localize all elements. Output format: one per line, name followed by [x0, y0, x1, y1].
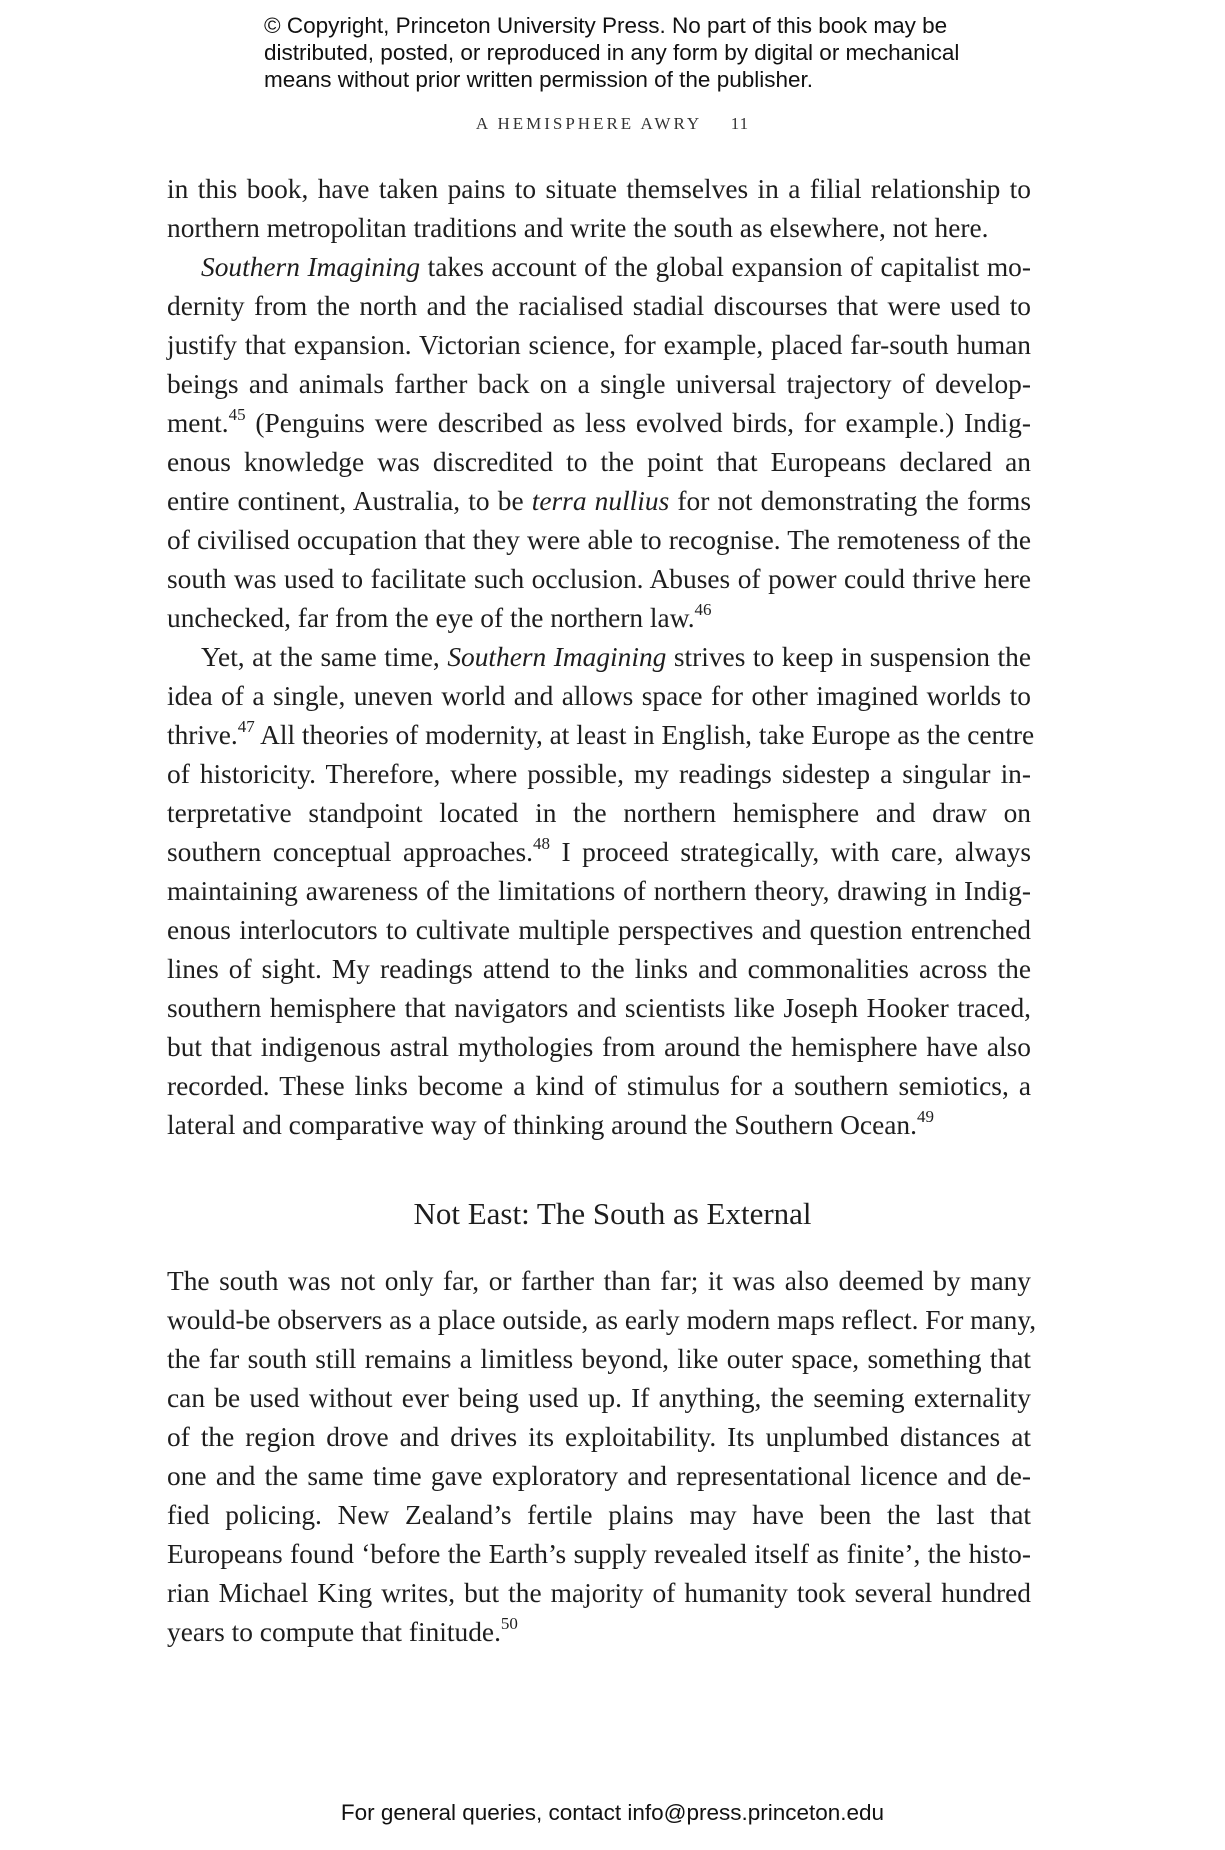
running-head: [0, 114, 1225, 134]
text-line: Yet, at the same time, Southern Imagining strives to keep in suspension the: [201, 642, 1031, 672]
text-line: beings and animals farther back on a single universal trajectory of develop-: [167, 369, 1031, 399]
text-line: ment.$^{45}$ (Penguins were described as less evolved birds, for example.) Indig-: [167, 404, 1031, 438]
text-line: recorded. These links become a kind of stimulus for a southern semiotics, a: [167, 1071, 1031, 1101]
text-line: one and the same time gave exploratory and representational licence and de-: [167, 1461, 1031, 1491]
footnote-marker: 46: [694, 599, 712, 619]
text-line: but that indigenous astral mythologies from around the hemisphere have also: [167, 1032, 1031, 1062]
text-line: south was used to facilitate such occlusion. Abuses of power could thrive here: [167, 564, 1031, 594]
footnote-marker: 45: [228, 404, 246, 424]
text-line: of historicity. Therefore, where possible, my readings sidestep a singular in-: [167, 759, 1031, 789]
text-line: the far south still remains a limitless beyond, like outer space, something that: [167, 1344, 1031, 1374]
text-line: years to compute that finitude.$^{50}$: [167, 1613, 518, 1647]
italic-title: Southern Imagining: [201, 252, 421, 282]
copyright-line: © Copyright, Princeton University Press. No part of this book may be: [264, 13, 948, 38]
footnote-marker: 50: [500, 1613, 518, 1633]
copyright-line: means without prior written permission of the publisher.: [264, 67, 814, 92]
text-line: enous knowledge was discredited to the point that Europeans declared an: [167, 447, 1031, 477]
text-line: can be used without ever being used up. If anything, the seeming externality: [167, 1383, 1031, 1413]
page-number: 11: [730, 114, 750, 133]
text-line: dernity from the north and the racialised stadial discourses that were used to: [167, 291, 1031, 321]
text-line: Southern Imagining takes account of the global expansion of capitalist mo-: [201, 252, 1031, 282]
text-line: lateral and comparative way of thinking around the Southern Ocean.$^{49}$: [167, 1106, 934, 1140]
text-line: fied policing. New Zealand’s fertile plains may have been the last that: [167, 1500, 1031, 1530]
section-heading: Not East: The South as External: [413, 1196, 812, 1231]
text-line: justify that expansion. Victorian science, for example, placed far-south human: [167, 330, 1031, 360]
text-line: southern conceptual approaches.$^{48}$ I proceed strategically, with care, always: [167, 833, 1031, 867]
footnote-marker: 47: [237, 716, 255, 736]
text-line: Europeans found ‘before the Earth’s supply revealed itself as finite’, the histo-: [167, 1539, 1031, 1569]
text-line: terpretative standpoint located in the northern hemisphere and draw on: [167, 798, 1031, 828]
text-line: maintaining awareness of the limitations of northern theory, drawing in Indig-: [167, 876, 1031, 906]
text-line: rian Michael King writes, but the majority of humanity took several hundred: [167, 1578, 1031, 1608]
footnote-marker: 48: [533, 833, 551, 853]
text-line: idea of a single, uneven world and allows space for other imagined worlds to: [167, 681, 1031, 711]
copyright-notice: [264, 12, 1024, 93]
text-line: The south was not only far, or farther than far; it was also deemed by many: [167, 1266, 1031, 1296]
text-line: southern hemisphere that navigators and scientists like Joseph Hooker traced,: [167, 993, 1031, 1023]
text-line: entire continent, Australia, to be terra nullius for not demonstrating the forms: [167, 486, 1031, 516]
text-line: lines of sight. My readings attend to the links and commonalities across the: [167, 954, 1031, 984]
text-line: thrive.$^{47}$ All theories of modernity, at least in English, take Europe as the centre: [167, 716, 1035, 750]
text-line: unchecked, far from the eye of the northern law.$^{46}$: [167, 599, 712, 633]
text-line: northern metropolitan traditions and write the south as elsewhere, not here.: [167, 213, 989, 243]
text-line: would-be observers as a place outside, as early modern maps reflect. For many,: [167, 1305, 1037, 1335]
text-line: of the region drove and drives its exploitability. Its unplumbed distances at: [167, 1422, 1031, 1452]
section-2-text: [167, 1262, 1037, 1652]
text-line: in this book, have taken pains to situate themselves in a filial relationship to: [167, 174, 1031, 204]
text-line: enous interlocutors to cultivate multiple perspectives and question entrenched: [167, 915, 1031, 945]
running-title: A HEMISPHERE AWRY: [475, 114, 702, 133]
copyright-line: distributed, posted, or reproduced in any form by digital or mechanical: [264, 40, 960, 65]
footer-contact: For general queries, contact info@press.princeton.edu: [340, 1800, 885, 1825]
footnote-marker: 49: [916, 1106, 934, 1126]
text-line: of civilised occupation that they were able to recognise. The remoteness of the: [167, 525, 1031, 555]
section-1-text: [167, 170, 1035, 1145]
